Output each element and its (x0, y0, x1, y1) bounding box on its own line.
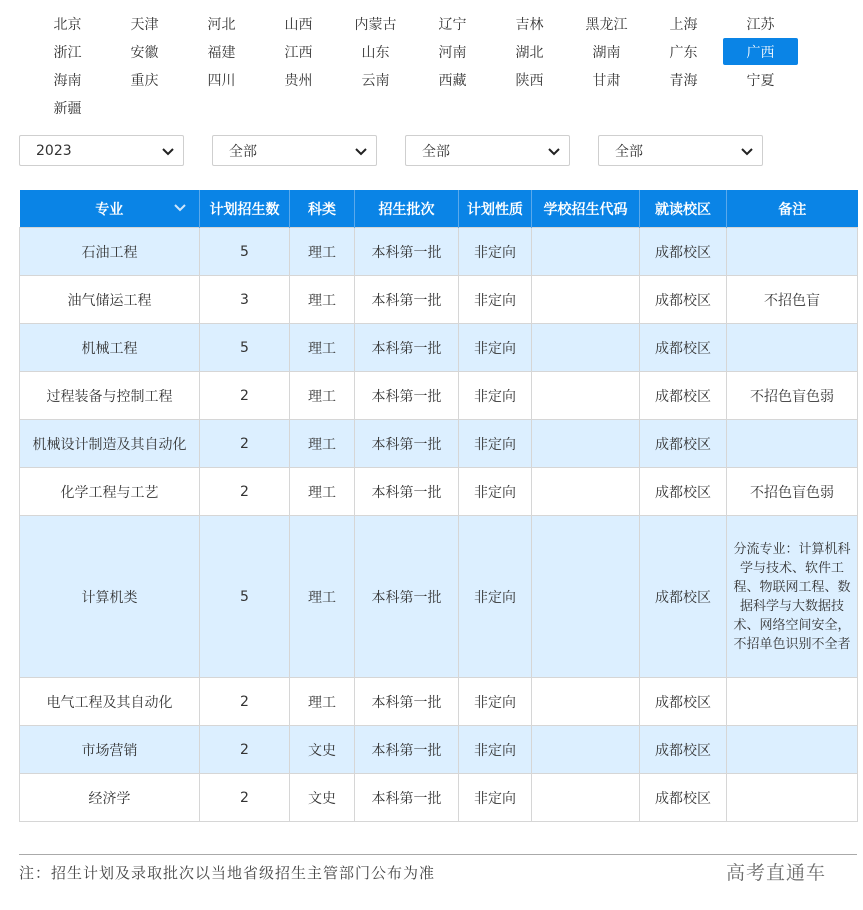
province-item[interactable]: 湖北 (515, 44, 544, 61)
chevron-down-icon (161, 144, 175, 158)
cell-nature: 非定向 (459, 726, 532, 774)
category-select-value: 全部 (229, 143, 257, 160)
cell-nature: 非定向 (459, 468, 532, 516)
cell-note (727, 726, 858, 774)
cell-subject: 文史 (290, 774, 355, 822)
batch-select[interactable] (405, 135, 570, 166)
cell-nature: 非定向 (459, 774, 532, 822)
cell-campus: 成都校区 (640, 468, 727, 516)
cell-campus: 成都校区 (640, 726, 727, 774)
footer-divider (19, 854, 857, 855)
cell-nature: 非定向 (459, 228, 532, 276)
cell-subject: 理工 (290, 276, 355, 324)
cell-campus: 成都校区 (640, 324, 727, 372)
table-row (20, 372, 858, 420)
province-item[interactable]: 天津 (130, 16, 159, 33)
cell-major: 机械设计制造及其自动化 (20, 420, 200, 468)
footer-note: 注：招生计划及录取批次以当地省级招生主管部门公布为准 (19, 864, 436, 882)
province-item[interactable]: 内蒙古 (354, 16, 397, 33)
province-item[interactable]: 北京 (53, 16, 82, 33)
header-major-label: 专业 (95, 201, 124, 218)
cell-code (532, 678, 640, 726)
cell-note: 不招色盲色弱 (727, 468, 858, 516)
cell-count: 2 (200, 678, 290, 726)
cell-code (532, 372, 640, 420)
cell-major: 经济学 (20, 774, 200, 822)
province-item[interactable]: 海南 (53, 72, 82, 89)
table-row (20, 678, 858, 726)
category-select[interactable] (212, 135, 377, 166)
cell-subject: 理工 (290, 228, 355, 276)
cell-note (727, 774, 858, 822)
cell-count: 5 (200, 516, 290, 678)
cell-nature: 非定向 (459, 516, 532, 678)
cell-subject: 理工 (290, 372, 355, 420)
cell-batch: 本科第一批 (355, 228, 459, 276)
year-select[interactable] (19, 135, 184, 166)
chevron-down-icon (547, 144, 561, 158)
cell-major: 过程装备与控制工程 (20, 372, 200, 420)
cell-major: 化学工程与工艺 (20, 468, 200, 516)
cell-nature: 非定向 (459, 276, 532, 324)
province-item[interactable]: 甘肃 (592, 72, 621, 89)
cell-batch: 本科第一批 (355, 468, 459, 516)
province-item[interactable]: 重庆 (130, 72, 159, 89)
cell-count: 5 (200, 324, 290, 372)
table-row (20, 726, 858, 774)
type-select-value: 全部 (615, 143, 643, 160)
brand-watermark: 高考直通车 (726, 862, 827, 884)
province-item[interactable]: 山西 (284, 16, 313, 33)
cell-major: 机械工程 (20, 324, 200, 372)
cell-batch: 本科第一批 (355, 774, 459, 822)
cell-subject: 理工 (290, 468, 355, 516)
province-item[interactable]: 安徽 (130, 44, 159, 61)
cell-subject: 文史 (290, 726, 355, 774)
province-item[interactable]: 贵州 (284, 72, 313, 89)
province-item[interactable]: 宁夏 (746, 72, 775, 89)
cell-note (727, 324, 858, 372)
province-item[interactable]: 福建 (207, 44, 236, 61)
province-item[interactable]: 广西 (723, 38, 798, 65)
cell-count: 5 (200, 228, 290, 276)
header-school-code: 学校招生代码 (532, 190, 640, 228)
cell-nature: 非定向 (459, 678, 532, 726)
cell-code (532, 420, 640, 468)
province-item[interactable]: 河南 (438, 44, 467, 61)
cell-major: 市场营销 (20, 726, 200, 774)
table-row (20, 420, 858, 468)
province-item[interactable]: 江西 (284, 44, 313, 61)
province-item[interactable]: 湖南 (592, 44, 621, 61)
cell-code (532, 228, 640, 276)
province-item[interactable]: 云南 (361, 72, 390, 89)
cell-note: 分流专业：计算机科学与技术、软件工程、物联网工程、数据科学与大数据技术、网络空间安全，不招单色识别不全者 (727, 516, 858, 678)
province-item[interactable]: 陕西 (515, 72, 544, 89)
table-row (20, 276, 858, 324)
cell-campus: 成都校区 (640, 228, 727, 276)
cell-nature: 非定向 (459, 372, 532, 420)
header-batch: 招生批次 (355, 190, 459, 228)
cell-batch: 本科第一批 (355, 372, 459, 420)
table-header (20, 190, 858, 228)
chevron-down-icon[interactable] (173, 202, 187, 214)
cell-code (532, 468, 640, 516)
cell-major: 计算机类 (20, 516, 200, 678)
province-item[interactable]: 上海 (669, 16, 698, 33)
cell-major: 电气工程及其自动化 (20, 678, 200, 726)
table-row (20, 516, 858, 678)
header-subject: 科类 (290, 190, 355, 228)
header-campus: 就读校区 (640, 190, 727, 228)
cell-code (532, 276, 640, 324)
cell-count: 2 (200, 420, 290, 468)
cell-subject: 理工 (290, 420, 355, 468)
table-row (20, 228, 858, 276)
cell-count: 2 (200, 774, 290, 822)
cell-nature: 非定向 (459, 420, 532, 468)
cell-count: 2 (200, 468, 290, 516)
province-item[interactable]: 辽宁 (438, 16, 467, 33)
chevron-down-icon (354, 144, 368, 158)
cell-subject: 理工 (290, 678, 355, 726)
cell-count: 2 (200, 372, 290, 420)
province-item[interactable]: 黑龙江 (585, 16, 628, 33)
province-item[interactable]: 青海 (669, 72, 698, 89)
table-row (20, 774, 858, 822)
cell-campus: 成都校区 (640, 678, 727, 726)
cell-note (727, 678, 858, 726)
cell-note (727, 228, 858, 276)
table-row (20, 468, 858, 516)
cell-batch: 本科第一批 (355, 276, 459, 324)
cell-batch: 本科第一批 (355, 516, 459, 678)
chevron-down-icon (740, 144, 754, 158)
admission-plan-table (19, 190, 858, 822)
province-item[interactable]: 新疆 (53, 100, 82, 117)
cell-batch: 本科第一批 (355, 678, 459, 726)
header-major[interactable] (20, 190, 200, 228)
cell-subject: 理工 (290, 324, 355, 372)
province-item[interactable]: 山东 (361, 44, 390, 61)
cell-subject: 理工 (290, 516, 355, 678)
cell-batch: 本科第一批 (355, 324, 459, 372)
province-item[interactable]: 吉林 (515, 16, 544, 33)
cell-note: 不招色盲 (727, 276, 858, 324)
batch-select-value: 全部 (422, 143, 450, 160)
cell-note: 不招色盲色弱 (727, 372, 858, 420)
table-row (20, 324, 858, 372)
year-select-value: 2023 (36, 142, 72, 159)
cell-code (532, 726, 640, 774)
cell-count: 2 (200, 726, 290, 774)
cell-major: 油气储运工程 (20, 276, 200, 324)
cell-batch: 本科第一批 (355, 420, 459, 468)
cell-code (532, 516, 640, 678)
cell-campus: 成都校区 (640, 372, 727, 420)
province-item[interactable]: 广东 (669, 44, 698, 61)
cell-nature: 非定向 (459, 324, 532, 372)
province-item[interactable]: 浙江 (53, 44, 82, 61)
cell-count: 3 (200, 276, 290, 324)
cell-major: 石油工程 (20, 228, 200, 276)
province-item[interactable]: 西藏 (438, 72, 467, 89)
province-item[interactable]: 河北 (207, 16, 236, 33)
header-plan-count: 计划招生数 (200, 190, 290, 228)
header-nature: 计划性质 (459, 190, 532, 228)
province-item[interactable]: 四川 (207, 72, 236, 89)
cell-campus: 成都校区 (640, 774, 727, 822)
cell-campus: 成都校区 (640, 516, 727, 678)
cell-batch: 本科第一批 (355, 726, 459, 774)
header-note: 备注 (727, 190, 858, 228)
cell-code (532, 774, 640, 822)
type-select[interactable] (598, 135, 763, 166)
cell-campus: 成都校区 (640, 420, 727, 468)
cell-code (532, 324, 640, 372)
province-item[interactable]: 江苏 (746, 16, 775, 33)
cell-campus: 成都校区 (640, 276, 727, 324)
province-selector (30, 10, 830, 122)
cell-note (727, 420, 858, 468)
